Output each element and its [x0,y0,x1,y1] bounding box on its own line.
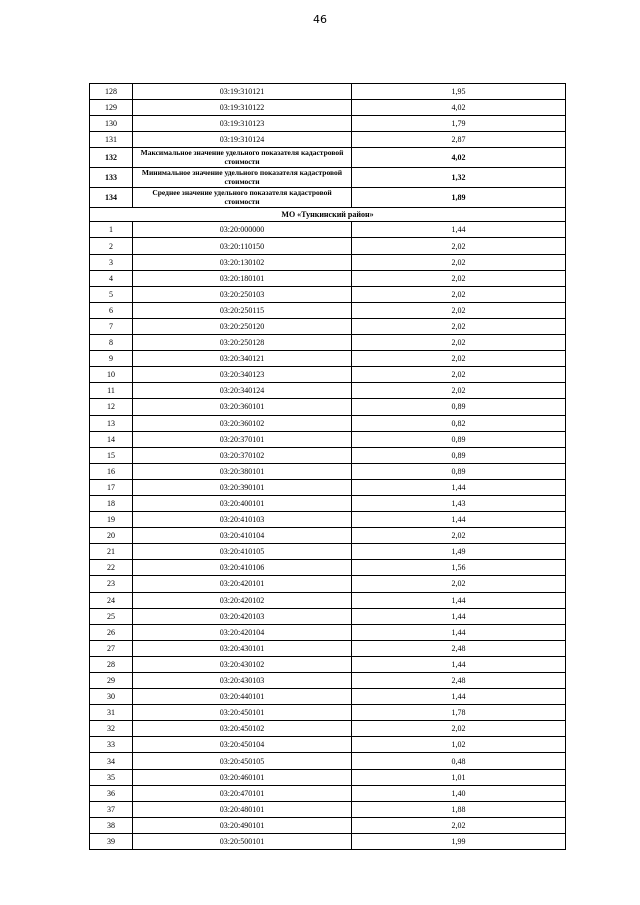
table-row [90,238,566,254]
summary-label-cell: Минимальное значение удельного показателя кадастровой стоимости [133,168,352,188]
row-number-cell: 130 [90,116,133,132]
row-number-cell: 17 [90,479,133,495]
cadastral-quarter-cell: 03:20:180101 [133,270,352,286]
value-cell: 0,89 [352,399,566,415]
cadastral-quarter-cell: 03:19:310122 [133,100,352,116]
region-header: МО «Тункинский район» [90,208,566,222]
row-number-cell: 3 [90,254,133,270]
region-header-row [90,208,566,222]
cadastral-quarter-cell: 03:20:430102 [133,656,352,672]
value-cell: 1,44 [352,512,566,528]
value-cell: 1,44 [352,689,566,705]
cadastral-quarter-cell: 03:20:340123 [133,367,352,383]
cadastral-quarter-cell: 03:20:340121 [133,351,352,367]
row-number-cell: 19 [90,512,133,528]
cadastral-quarter-cell: 03:20:420101 [133,576,352,592]
cadastral-quarter-cell: 03:20:250120 [133,318,352,334]
value-cell: 2,02 [352,254,566,270]
value-cell: 1,88 [352,801,566,817]
page-number: 46 [313,13,327,26]
value-cell: 1,89 [352,188,566,208]
table-row [90,801,566,817]
table-row [90,431,566,447]
row-number-cell: 4 [90,270,133,286]
row-number-cell: 14 [90,431,133,447]
table-row [90,367,566,383]
row-number-cell: 29 [90,673,133,689]
row-number-cell: 30 [90,689,133,705]
value-cell: 2,02 [352,383,566,399]
table-row [90,100,566,116]
row-number-cell: 36 [90,785,133,801]
cadastral-quarter-cell: 03:20:370102 [133,447,352,463]
table-row [90,560,566,576]
cadastral-quarter-cell: 03:20:340124 [133,383,352,399]
row-number-cell: 37 [90,801,133,817]
table-row [90,302,566,318]
summary-row [90,168,566,188]
table-row [90,544,566,560]
row-number-cell: 2 [90,238,133,254]
row-number-cell: 132 [90,148,133,168]
cadastral-quarter-cell: 03:19:310121 [133,84,352,100]
value-cell: 2,02 [352,351,566,367]
value-cell: 2,48 [352,673,566,689]
row-number-cell: 39 [90,833,133,849]
cadastral-quarter-cell: 03:20:490101 [133,817,352,833]
cadastral-quarter-cell: 03:19:310124 [133,132,352,148]
value-cell: 1,44 [352,222,566,238]
cadastral-quarter-cell: 03:20:410105 [133,544,352,560]
cadastral-value-table [89,83,566,850]
row-number-cell: 18 [90,495,133,511]
value-cell: 2,02 [352,576,566,592]
summary-label-cell: Максимальное значение удельного показателя кадастровой стоимости [133,148,352,168]
value-cell: 4,02 [352,100,566,116]
table-row [90,318,566,334]
row-number-cell: 20 [90,528,133,544]
row-number-cell: 128 [90,84,133,100]
table-row [90,592,566,608]
table-row [90,833,566,849]
value-cell: 2,02 [352,528,566,544]
row-number-cell: 10 [90,367,133,383]
row-number-cell: 9 [90,351,133,367]
cadastral-quarter-cell: 03:20:380101 [133,463,352,479]
table-row [90,222,566,238]
table-row [90,116,566,132]
table-row [90,640,566,656]
row-number-cell: 131 [90,132,133,148]
row-number-cell: 6 [90,302,133,318]
table-row [90,512,566,528]
table-row [90,335,566,351]
cadastral-quarter-cell: 03:20:470101 [133,785,352,801]
row-number-cell: 5 [90,286,133,302]
table-row [90,479,566,495]
table-row [90,399,566,415]
value-cell: 1,44 [352,656,566,672]
table-row [90,351,566,367]
cadastral-quarter-cell: 03:20:410103 [133,512,352,528]
value-cell: 2,87 [352,132,566,148]
table-row [90,753,566,769]
row-number-cell: 34 [90,753,133,769]
cadastral-quarter-cell: 03:20:420103 [133,608,352,624]
table-row [90,705,566,721]
cadastral-quarter-cell: 03:20:410104 [133,528,352,544]
row-number-cell: 129 [90,100,133,116]
value-cell: 2,02 [352,238,566,254]
cadastral-quarter-cell: 03:20:500101 [133,833,352,849]
cadastral-quarter-cell: 03:20:000000 [133,222,352,238]
row-number-cell: 22 [90,560,133,576]
row-number-cell: 25 [90,608,133,624]
table-row [90,769,566,785]
value-cell: 0,89 [352,463,566,479]
table-row [90,528,566,544]
summary-row [90,188,566,208]
table-row [90,624,566,640]
value-cell: 1,44 [352,479,566,495]
value-cell: 2,48 [352,640,566,656]
cadastral-quarter-cell: 03:20:250115 [133,302,352,318]
table-row [90,254,566,270]
table-row [90,689,566,705]
value-cell: 1,44 [352,592,566,608]
row-number-cell: 7 [90,318,133,334]
row-number-cell: 1 [90,222,133,238]
value-cell: 1,99 [352,833,566,849]
row-number-cell: 21 [90,544,133,560]
row-number-cell: 33 [90,737,133,753]
table-row [90,286,566,302]
cadastral-quarter-cell: 03:20:390101 [133,479,352,495]
value-cell: 2,02 [352,817,566,833]
row-number-cell: 32 [90,721,133,737]
value-cell: 1,02 [352,737,566,753]
value-cell: 1,78 [352,705,566,721]
cadastral-quarter-cell: 03:20:250128 [133,335,352,351]
row-number-cell: 24 [90,592,133,608]
value-cell: 2,02 [352,367,566,383]
cadastral-quarter-cell: 03:20:450104 [133,737,352,753]
cadastral-quarter-cell: 03:20:130102 [133,254,352,270]
cadastral-quarter-cell: 03:20:400101 [133,495,352,511]
value-cell: 1,44 [352,608,566,624]
cadastral-quarter-cell: 03:20:450105 [133,753,352,769]
value-cell: 0,48 [352,753,566,769]
value-cell: 1,49 [352,544,566,560]
row-number-cell: 133 [90,168,133,188]
cadastral-quarter-cell: 03:20:360102 [133,415,352,431]
value-cell: 1,32 [352,168,566,188]
row-number-cell: 13 [90,415,133,431]
row-number-cell: 31 [90,705,133,721]
cadastral-quarter-cell: 03:20:460101 [133,769,352,785]
table-row [90,673,566,689]
value-cell: 0,89 [352,431,566,447]
cadastral-quarter-cell: 03:20:420102 [133,592,352,608]
cadastral-quarter-cell: 03:20:440101 [133,689,352,705]
cadastral-quarter-cell: 03:19:310123 [133,116,352,132]
cadastral-quarter-cell: 03:20:370101 [133,431,352,447]
row-number-cell: 16 [90,463,133,479]
value-cell: 1,56 [352,560,566,576]
table-row [90,721,566,737]
table-row [90,383,566,399]
value-cell: 2,02 [352,335,566,351]
row-number-cell: 35 [90,769,133,785]
table-row [90,495,566,511]
table-row [90,415,566,431]
table-row [90,817,566,833]
row-number-cell: 8 [90,335,133,351]
table-row [90,84,566,100]
cadastral-quarter-cell: 03:20:430101 [133,640,352,656]
table-row [90,463,566,479]
cadastral-quarter-cell: 03:20:480101 [133,801,352,817]
value-cell: 2,02 [352,318,566,334]
row-number-cell: 15 [90,447,133,463]
row-number-cell: 11 [90,383,133,399]
cadastral-quarter-cell: 03:20:450102 [133,721,352,737]
value-cell: 0,89 [352,447,566,463]
row-number-cell: 27 [90,640,133,656]
row-number-cell: 38 [90,817,133,833]
table-row [90,576,566,592]
table-row [90,656,566,672]
row-number-cell: 28 [90,656,133,672]
value-cell: 2,02 [352,302,566,318]
cadastral-quarter-cell: 03:20:110150 [133,238,352,254]
value-cell: 2,02 [352,721,566,737]
table-row [90,447,566,463]
row-number-cell: 134 [90,188,133,208]
row-number-cell: 26 [90,624,133,640]
row-number-cell: 12 [90,399,133,415]
value-cell: 0,82 [352,415,566,431]
row-number-cell: 23 [90,576,133,592]
table-row [90,132,566,148]
cadastral-quarter-cell: 03:20:420104 [133,624,352,640]
cadastral-quarter-cell: 03:20:250103 [133,286,352,302]
summary-row [90,148,566,168]
value-cell: 2,02 [352,270,566,286]
table-row [90,785,566,801]
summary-label-cell: Среднее значение удельного показателя кадастровой стоимости [133,188,352,208]
table-row [90,737,566,753]
cadastral-quarter-cell: 03:20:410106 [133,560,352,576]
table-row [90,608,566,624]
value-cell: 1,79 [352,116,566,132]
cadastral-quarter-cell: 03:20:450101 [133,705,352,721]
value-cell: 1,44 [352,624,566,640]
cadastral-quarter-cell: 03:20:360101 [133,399,352,415]
value-cell: 4,02 [352,148,566,168]
cadastral-quarter-cell: 03:20:430103 [133,673,352,689]
value-cell: 1,40 [352,785,566,801]
value-cell: 1,43 [352,495,566,511]
value-cell: 1,95 [352,84,566,100]
table-row [90,270,566,286]
value-cell: 2,02 [352,286,566,302]
value-cell: 1,01 [352,769,566,785]
